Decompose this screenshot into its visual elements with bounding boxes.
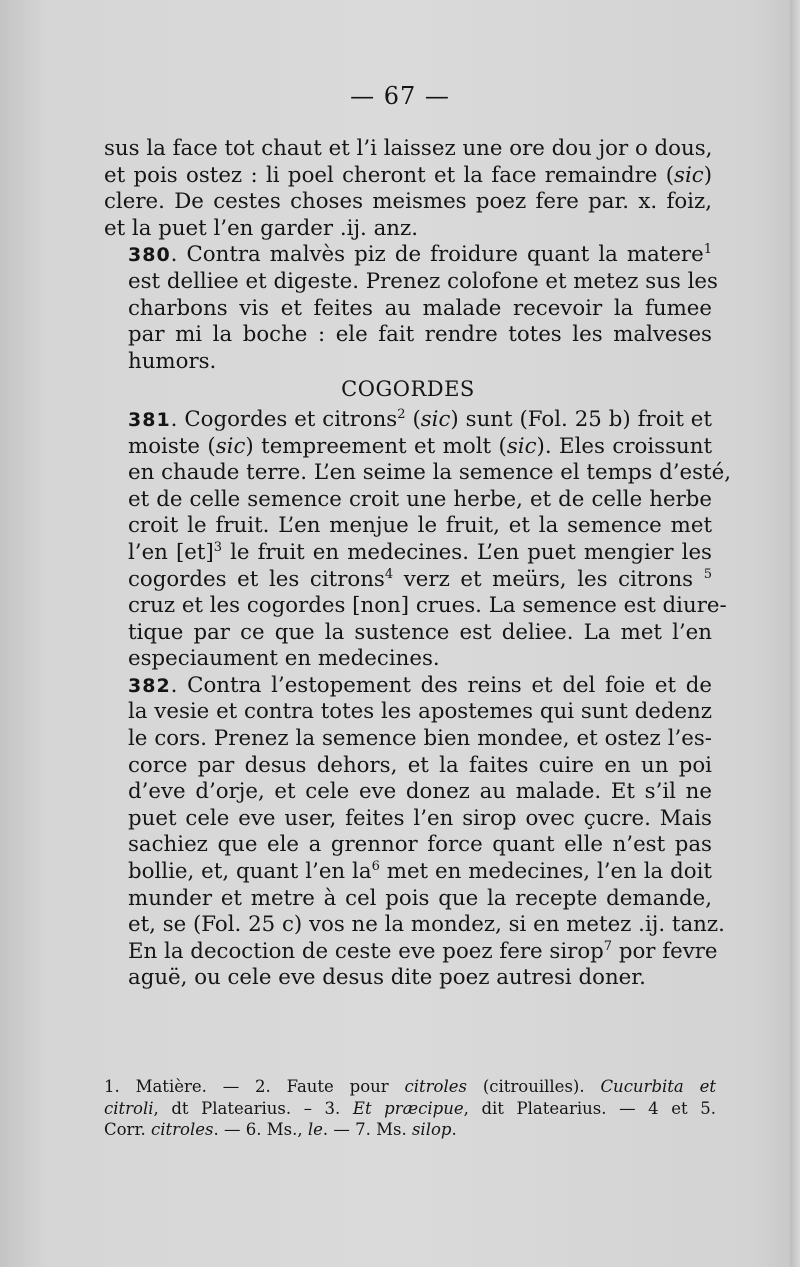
text-span: , dit Platearius. — 4 et 5.: [463, 1098, 716, 1118]
text-span: , dt Platearius. – 3.: [153, 1098, 353, 1118]
text-line: [104, 296, 712, 323]
text-line: [104, 487, 712, 514]
text-span: Corr.: [104, 1120, 152, 1139]
footnote-line: [104, 1119, 716, 1141]
text-span: tique par ce que la sustence est deliee. La met l’en: [128, 619, 712, 645]
text-span: corce par desus dehors, et la faites cuire en un poi: [128, 752, 712, 778]
text-span: . Contra malvès piz de froidure quant la matere: [170, 242, 704, 268]
text-span: .: [451, 1120, 457, 1139]
sic-italic: sic: [674, 162, 704, 188]
footnote-line: [104, 1098, 716, 1120]
footnote-marker: 6: [371, 859, 380, 875]
text-span: cogordes et les citrons: [128, 566, 385, 592]
text-span: moiste (: [128, 433, 216, 459]
text-line: [104, 349, 712, 376]
footnote-marker: 5: [703, 566, 713, 582]
text-span: En la decoction de ceste eve poez fere sirop: [128, 938, 604, 964]
text-span: croit le fruit. L’en menjue le fruit, et la semence met: [128, 513, 712, 539]
text-line: [104, 859, 712, 886]
text-line: [104, 886, 712, 913]
text-line: [104, 779, 712, 806]
italic-span: citroles: [151, 1120, 214, 1139]
text-span: munder et metre à cel pois que la recepte demande,: [128, 885, 712, 911]
main-text: [104, 136, 731, 992]
footnotes: [104, 1076, 716, 1141]
paragraph-381: [104, 406, 731, 673]
text-line: [104, 646, 712, 673]
text-span: verz et meürs, les citrons: [393, 566, 694, 592]
sic-italic: sic: [506, 433, 537, 459]
text-span: par mi la boche : ele fait rendre totes les malveses: [128, 322, 712, 348]
text-span: ): [703, 162, 712, 188]
footnote-marker: 1: [703, 242, 712, 258]
text-span: . Contra l’estopement des reins et del foie et de: [170, 672, 712, 698]
text-span: d’eve d’orje, et cele eve donez au malade. Et s’il ne: [128, 779, 712, 805]
text-span: 1. Matière. — 2. Faute pour: [104, 1077, 405, 1096]
footnote-line: [104, 1076, 716, 1098]
italic-span: Cucurbita et: [600, 1077, 716, 1096]
italic-span: Et præcipue: [352, 1098, 464, 1118]
paragraph-number: 381: [128, 408, 171, 431]
text-span: . — 7. Ms.: [322, 1120, 412, 1139]
text-span: bollie, et, quant l’en la: [128, 859, 372, 885]
footnote-marker: 2: [397, 406, 406, 422]
paragraph-number: 382: [128, 674, 171, 697]
text-span: sachiez que ele a grennor force quant elle n’est pas: [128, 832, 712, 858]
text-line: [104, 460, 731, 487]
text-span: cruz et les cogordes [non] crues. La semence est diure-: [128, 593, 727, 619]
text-line: [104, 673, 712, 700]
text-span: et, se (Fol. 25 c) vos ne la mondez, si en metez .ij. tanz.: [128, 912, 725, 938]
text-line: [104, 593, 727, 620]
text-line: [104, 434, 712, 461]
text-span: . — 6. Ms.,: [213, 1120, 308, 1139]
text-span: (: [405, 406, 421, 432]
italic-span: le: [307, 1120, 323, 1139]
paragraph-380: [104, 242, 718, 375]
text-span: charbons vis et feites au malade recevoir la fumee: [128, 295, 712, 321]
text-span: en chaude terre. L’en seime la semence el temps d’esté,: [128, 460, 731, 486]
text-span: ). Eles croissunt: [536, 433, 712, 459]
text-line: [104, 620, 712, 647]
italic-span: citroles: [404, 1077, 467, 1096]
text-line: [104, 965, 712, 992]
text-span: est delliee et digeste. Prenez colofone et metez sus les: [128, 268, 718, 294]
intro-paragraph: [104, 136, 712, 242]
paragraph-382: [104, 672, 725, 992]
text-line: [104, 242, 712, 269]
text-line: [104, 753, 712, 780]
text-line: [104, 540, 712, 567]
text-line: [104, 268, 718, 296]
text-span: l’en [et]: [128, 539, 214, 565]
text-span: et de celle semence croit une herbe, et de celle herbe: [128, 486, 712, 512]
text-line: [104, 912, 725, 939]
text-span: . Cogordes et citrons: [170, 406, 398, 432]
text-span: clere. De cestes choses meismes poez fere par. x. foiz,: [104, 189, 712, 215]
text-span: ) sunt (Fol. 25 b) froit et: [450, 406, 712, 432]
text-line: [104, 189, 712, 216]
text-line: [104, 938, 718, 966]
text-line: [104, 407, 712, 434]
text-span: humors.: [128, 348, 217, 374]
sic-italic: sic: [420, 406, 451, 432]
text-line: [104, 163, 712, 190]
text-span: ) tempreement et molt (: [245, 433, 507, 459]
text-line: [104, 322, 712, 349]
sic-italic: sic: [215, 433, 246, 459]
text-span: especiaument en medecines.: [128, 646, 440, 672]
text-span: la vesie et contra totes les apostemes qui sunt dedenz: [128, 699, 712, 725]
text-span: sus la face tot chaut et l’i laissez une ore dou jor o dous,: [104, 136, 713, 161]
text-span: por fevre: [612, 938, 718, 964]
text-span: puet cele eve user, feites l’en sirop ovec çucre. Mais: [128, 805, 712, 831]
text-span: le fruit en medecines. L’en puet mengier les: [222, 539, 712, 565]
text-span: aguë, ou cele eve desus dite poez autresi doner.: [128, 965, 646, 991]
italic-span: silop: [411, 1120, 452, 1139]
italic-span: citroli: [104, 1098, 154, 1118]
text-span: et la puet l’en garder .ij. anz.: [104, 215, 418, 241]
text-line: [104, 726, 712, 753]
text-line: [104, 513, 712, 540]
footnote-marker: 4: [384, 566, 394, 582]
text-span: met en medecines, l’en la doit: [379, 859, 712, 885]
text-line: [104, 832, 712, 859]
page-number: — 67 —: [350, 82, 450, 110]
footnote-marker: 7: [603, 938, 613, 954]
text-line: [104, 567, 712, 594]
text-line: [104, 216, 712, 243]
page-edge-shadow: [790, 0, 800, 1267]
text-span: (citrouilles).: [466, 1077, 601, 1096]
text-line: [104, 806, 712, 833]
footnote-marker: 3: [213, 539, 223, 555]
text-line: [104, 136, 712, 163]
paragraph-number: 380: [128, 244, 171, 267]
section-heading: COGORDES: [341, 377, 475, 402]
text-span: et pois ostez : li poel cheront et la face remaindre (: [104, 162, 675, 188]
text-span: le cors. Prenez la semence bien mondee, et ostez l’es-: [128, 726, 712, 752]
text-line: [104, 699, 712, 726]
